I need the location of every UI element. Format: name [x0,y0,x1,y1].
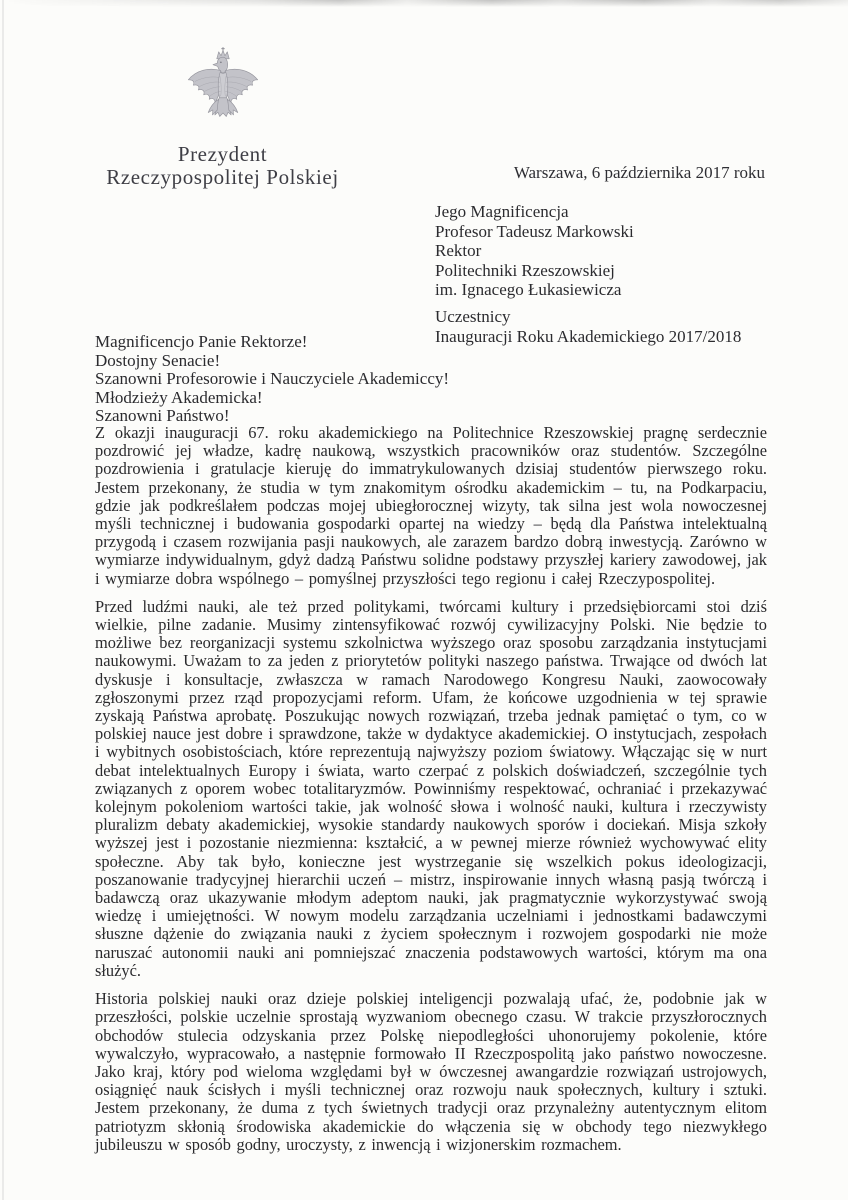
addressee-block [435,202,741,346]
addressee-line: Politechniki Rzeszowskiej [435,260,615,280]
polish-eagle-emblem-icon [184,46,262,139]
attendees-line: Inauguracji Roku Akademickiego 2017/2018 [435,326,742,346]
body-paragraph: Przed ludźmi nauki, ale też przed politykami, twórcami kultury i przedsiębiorcami stoi dziś wielkie, pilne zadanie. Musimy zintensyfikować rozwój cywilizacyjny Polski. Nie będzie to możliwe bez reorganizacji systemu szkolnictwa wyższego oraz sposobu zarządzania instytucjami naukowymi. Uważam to za jeden z priorytetów polityki naszego państwa. Trwające od dwóch lat dyskusje i konsultacje, zwłaszcza w ramach Narodowego Kongresu Nauki, zaowocowały zgłoszonymi przez rząd propozycjami reform. Ufam, że końcowe uzgodnienia w tej sprawie zyskają Państwa aprobatę. Poszukując nowych rozwiązań, trzeba jednak pamiętać o tym, co w polskiej nauce jest dobre i sprawdzone, także w dydaktyce akademickiej. O instytucjach, zespołach i wybitnych osobistościach, które reprezentują najwyższy poziom światowy. Włączając się w nurt debat intelektualnych Europy i świata, warto czerpać z polskich doświadczeń, szczególnie tych związanych z oporem wobec totalitaryzmów. Powinniśmy respektować, ochraniać i przekazywać kolejnym pokoleniom wartości takie, jak wolność słowa i wolność nauki, kultura i rzeczywisty pluralizm debaty akademickiej, wysokie standardy naukowych sporów i dociekań. Misja szkoły wyższej jest i pozostanie niezmienna: kształcić, a w pewnej mierze również wychowywać elity społeczne. Aby tak było, konieczne jest wystrzeganie się wszelkich pokus ideologizacji, poszanowanie tradycyjnej hierarchii uczeń – mistrz, inspirowanie innych własną pasją twórczą i badawczą oraz ukazywanie młodym adeptom nauki, jak pragmatycznie wykorzystywać swoją wiedzę i umiejętności. W nowym modelu zarządzania uczelniami i jednostkami badawczymi słuszne dążenie do związania nauki z życiem społecznym i rozwojem gospodarki nie może naruszać autonomii nauki ani pomniejszać znaczenia podstawowych wartości, którym ma ona służyć. [95,596,767,980]
salutation-line: Magnificencjo Panie Rektorze! [95,332,308,351]
salutation-line: Młodzieży Akademicka! [95,387,263,407]
addressee-line: Profesor Tadeusz Markowski [435,221,634,241]
letterhead-title-line2: Rzeczypospolitej Polskiej [106,165,339,189]
addressee-line: im. Ignacego Łukasiewicza [435,280,622,300]
scan-artifact-top-edge [0,0,848,7]
attendees-block [435,307,741,346]
scan-artifact-left-edge [2,0,4,1200]
letter-body [95,424,767,1154]
addressee-line: Jego Magnificencja [435,202,569,221]
addressee-line: Rektor [435,241,482,261]
dateline: Warszawa, 6 października 2017 roku [513,163,765,182]
letterhead-title-line1: Prezydent [177,142,268,166]
letterhead [90,46,355,189]
salutation-line: Szanowni Państwo! [95,406,230,426]
body-paragraph: Z okazji inauguracji 67. roku akademickiego na Politechnice Rzeszowskiej pragnę serdecznie pozdrowić jej władze, kadrę naukową, wszystkich pracowników oraz studentów. Szczególne pozdrowienia i gratulacje kieruję do immatrykulowanych dzisiaj studentów pierwszego roku. Jestem przekonany, że studia w tym znakomitym ośrodku akademickim – tu, na Podkarpaciu, gdzie jak podkreślałem podczas mojej ubiegłorocznej wizyty, tak silna jest wola nowoczesnej myśli technicznej i budowania gospodarki opartej na wiedzy – będą dla Państwa intelektualną przygodą i czasem rozwijania pasji naukowych, ale zarazem bardzo dobrą inwestycją. Zarówno w wymiarze indywidualnym, gdyż dadzą Państwu solidne podstawy przyszłej kariery zawodowej, jak i wymiarze dobra wspólnego – pomyślnej przyszłości tego regionu i całej Rzeczypospolitej. [95,423,767,588]
salutation-line: Dostojny Senacie! [95,350,221,370]
salutation-block [95,333,449,426]
salutation-line: Szanowni Profesorowie i Nauczyciele Akademiccy! [95,369,450,389]
attendees-line: Uczestnicy [435,306,511,326]
body-paragraph: Historia polskiej nauki oraz dzieje polskiej inteligencji pozwalają ufać, że, podobnie jak w przeszłości, polskie uczelnie sprostają wyzwaniom obecnego czasu. W trakcie przyszłorocznych obchodów stulecia odzyskania przez Polskę niepodległości uhonorujemy pokolenie, które wywalczyło, wypracowało, a następnie formowało II Rzeczpospolitą jako państwo nowoczesne. Jako kraj, który pod wieloma względami był w ówczesnej awangardzie rozwiązań ustrojowych, osiągnięć nauk ścisłych i myśli technicznej oraz rozwoju nauk społecznych, kultury i sztuki. Jestem przekonany, że duma z tych świetnych tradycji oraz przynależny autentycznym elitom patriotyzm skłonią środowiska akademickie do włączenia się w obchody tego niezwykłego jubileuszu w sposób godny, uroczysty, z inwencją i wizjonerskim rozmachem. [95,989,767,1154]
